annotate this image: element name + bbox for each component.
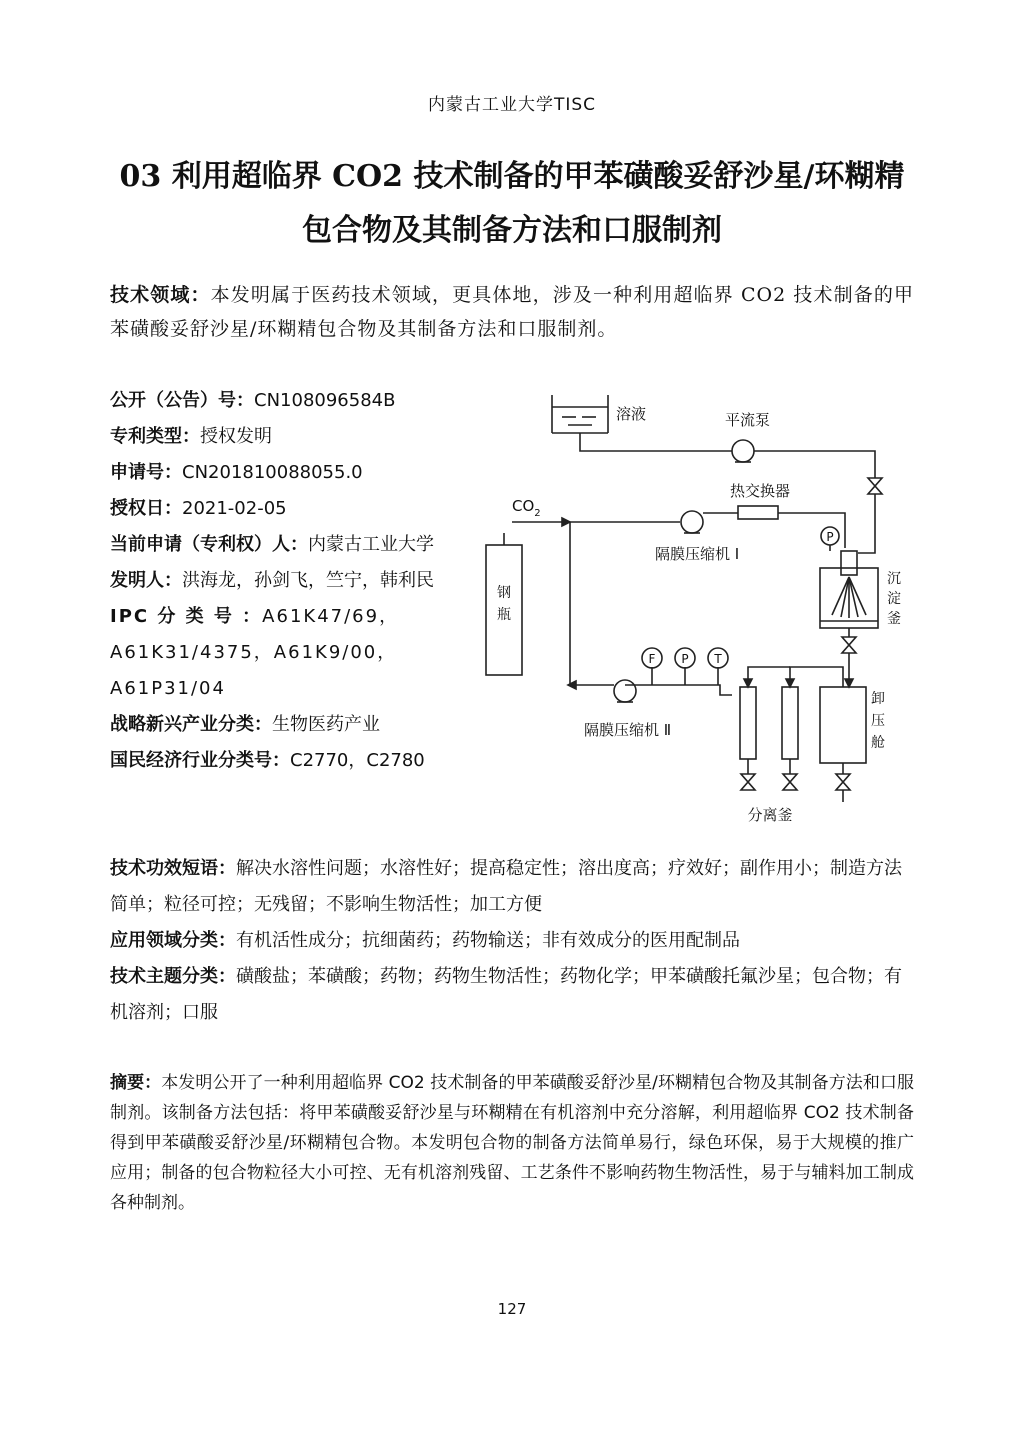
separator-1-icon xyxy=(740,687,756,759)
unload-label-1: 卸 xyxy=(871,691,885,707)
page-number: 127 xyxy=(497,1300,527,1318)
compressor-1-label: 隔膜压缩机 Ⅰ xyxy=(655,545,740,563)
co2-cylinder-icon xyxy=(486,533,522,675)
tech-field xyxy=(110,278,914,346)
unload-label-2: 压 xyxy=(871,713,885,729)
field-label: IPC 分 类 号 ： xyxy=(110,606,263,627)
field-label: 申请号： xyxy=(110,462,182,483)
co2-text: CO xyxy=(512,497,535,515)
unload-chamber-icon xyxy=(820,687,866,763)
field-label: 公开（公告）号： xyxy=(110,390,254,411)
field-label: 当前申请（专利权）人： xyxy=(110,534,308,555)
valve-icon xyxy=(842,637,856,653)
heat-exchanger-label: 热交换器 xyxy=(730,482,791,500)
field-value: CN201810088055.0 xyxy=(182,462,363,483)
page-title xyxy=(100,150,924,258)
process-flow-diagram xyxy=(480,385,920,835)
patent-info-left xyxy=(110,383,466,779)
application-field-row xyxy=(110,923,914,959)
valve-icon xyxy=(741,774,755,790)
emerging-industry-row xyxy=(110,707,466,743)
solution-tank-icon xyxy=(552,395,608,433)
grant-date-row xyxy=(110,491,466,527)
abstract xyxy=(110,1068,914,1218)
settler-label-2: 淀 xyxy=(887,591,901,607)
cylinder-label-1: 钢 xyxy=(497,585,511,601)
pump-icon xyxy=(732,440,754,462)
tech-effect-row xyxy=(110,851,914,923)
gauge-t-label: T xyxy=(714,652,722,666)
patent-type-row xyxy=(110,419,466,455)
compressor-2-label: 隔膜压缩机 Ⅱ xyxy=(584,721,672,739)
settler-label-1: 沉 xyxy=(887,571,901,587)
valve-icon xyxy=(836,774,850,790)
gauge-f-label: F xyxy=(648,652,656,666)
field-value: 磺酸盐；苯磺酸；药物；药物生物活性；药物化学；甲苯磺酸托氟沙星；包合物；有机溶剂；口服 xyxy=(110,966,902,1023)
field-label: 授权日： xyxy=(110,498,182,519)
inventor-row xyxy=(110,563,466,599)
separator-label: 分离釜 xyxy=(747,806,793,824)
abstract-text: 本发明公开了一种利用超临界 CO2 技术制备的甲苯磺酸妥舒沙星/环糊精包合物及其制备方法和口服制剂。该制备方法包括：将甲苯磺酸妥舒沙星与环糊精在有机溶剂中充分溶解，利用超临界 CO2 技术制备得到甲苯磺酸妥舒沙星/环糊精包合物。本发明包合物的制备方法简单易行，绿色环保，易于大规模的推广应用；制备的包合物粒径大小可控、无有机溶剂残留、工艺条件不影响药物生物活性，易于与辅料加工制成各种制剂。 xyxy=(110,1073,915,1213)
field-value: 有机活性成分；抗细菌药；药物输送；非有效成分的医用配制品 xyxy=(236,930,740,951)
field-value: 授权发明 xyxy=(200,426,272,447)
settler-label-3: 釜 xyxy=(887,611,901,627)
valve-icon xyxy=(868,478,882,494)
application-number-row xyxy=(110,455,466,491)
publication-number-row xyxy=(110,383,466,419)
separator-2-icon xyxy=(782,687,798,759)
unload-label-3: 舱 xyxy=(871,735,885,751)
settling-vessel-icon xyxy=(820,551,878,628)
field-label: 发明人： xyxy=(110,570,182,591)
gauge-p-label-2: P xyxy=(681,652,689,666)
co2-subscript: 2 xyxy=(534,508,541,519)
field-label: 国民经济行业分类号： xyxy=(110,750,290,771)
field-value: 内蒙古工业大学 xyxy=(308,534,434,555)
solution-label: 溶液 xyxy=(616,405,647,423)
patent-info-full xyxy=(110,851,914,1031)
field-value: 生物医药产业 xyxy=(272,714,380,735)
industry-code-row xyxy=(110,743,466,779)
valve-icon xyxy=(783,774,797,790)
tech-field-label: 技术领域： xyxy=(110,284,211,306)
cylinder-label-2: 瓶 xyxy=(497,607,511,623)
applicant-row xyxy=(110,527,466,563)
field-value: C2770，C2780 xyxy=(290,750,425,771)
ipc-row xyxy=(110,599,466,707)
field-value: 解决水溶性问题；水溶性好；提高稳定性；溶出度高；疗效好；副作用小；制造方法简单；粒径可控；无残留；不影响生物活性；加工方便 xyxy=(110,858,902,915)
field-label: 应用领域分类： xyxy=(110,930,236,951)
field-value: 2021-02-05 xyxy=(182,498,287,519)
field-label: 专利类型： xyxy=(110,426,200,447)
field-value: A61K47/69，A61K31/4375，A61K9/00，A61P31/04 xyxy=(110,606,400,699)
compressor-1-icon xyxy=(681,511,703,533)
heat-exchanger-icon xyxy=(738,506,778,519)
tech-topic-row xyxy=(110,959,914,1031)
abstract-label: 摘要： xyxy=(110,1073,162,1093)
page-header: 内蒙古工业大学TISC xyxy=(427,95,597,115)
field-label: 战略新兴产业分类： xyxy=(110,714,272,735)
title-line-2: 包合物及其制备方法和口服制剂 xyxy=(302,213,722,248)
title-line-1: 03 利用超临界 CO2 技术制备的甲苯磺酸妥舒沙星/环糊精 xyxy=(119,159,905,194)
field-value: 洪海龙，孙剑飞，竺宁，韩利民 xyxy=(182,570,434,591)
gauge-p-label-1: P xyxy=(826,530,834,544)
pump-label: 平流泵 xyxy=(725,411,771,429)
co2-label xyxy=(512,497,541,519)
field-label: 技术主题分类： xyxy=(110,966,236,987)
field-value: CN108096584B xyxy=(254,390,396,411)
field-label: 技术功效短语： xyxy=(110,858,236,879)
tech-field-text: 本发明属于医药技术领域，更具体地，涉及一种利用超临界 CO2 技术制备的甲苯磺酸妥舒沙星/环糊精包合物及其制备方法和口服制剂。 xyxy=(110,284,914,340)
compressor-2-icon xyxy=(614,680,636,702)
